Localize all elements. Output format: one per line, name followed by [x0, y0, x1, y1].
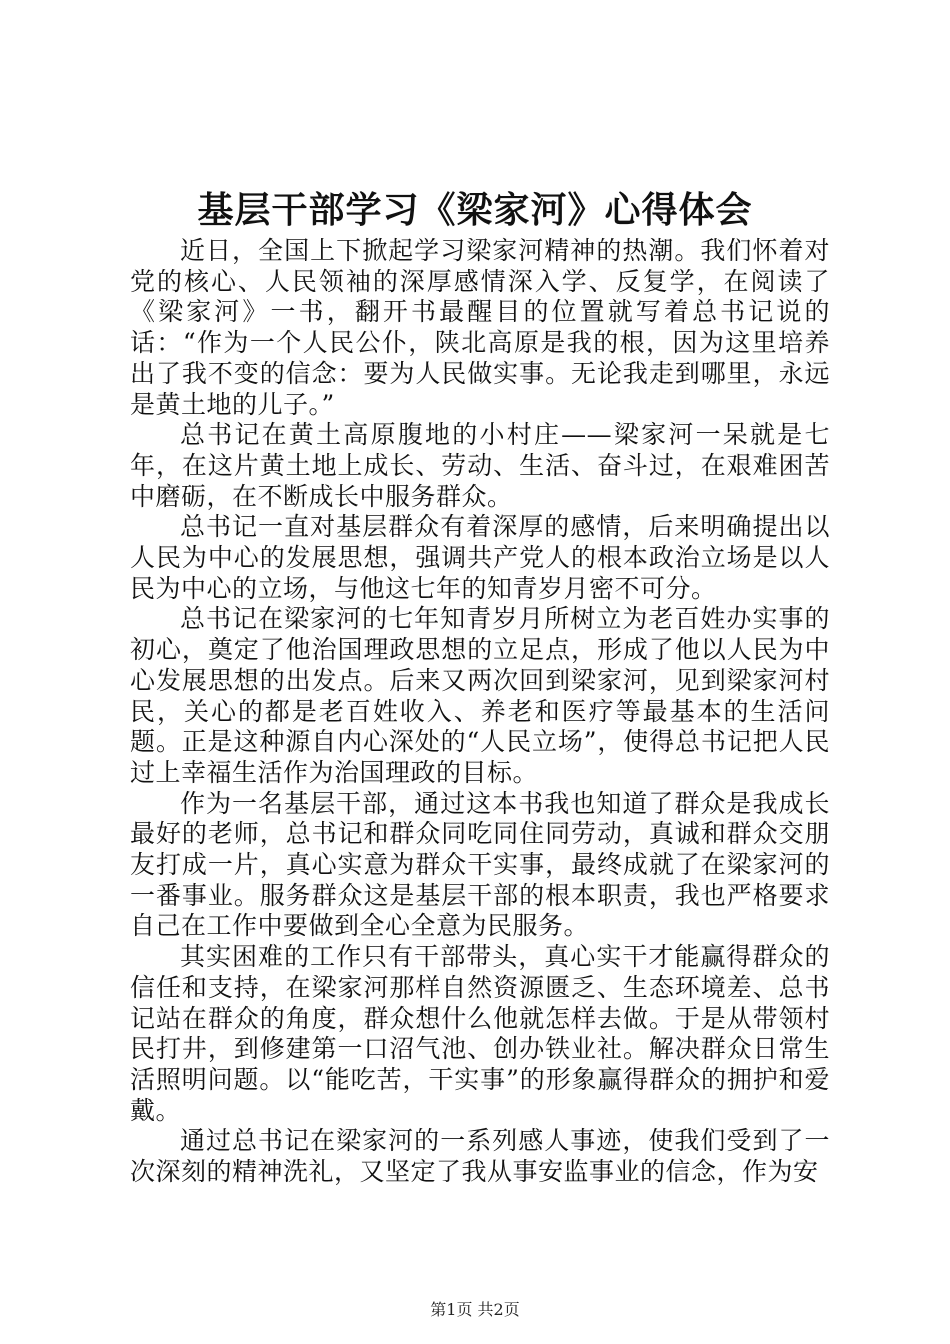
paragraph: 近日，全国上下掀起学习梁家河精神的热潮。我们怀着对党的核心、人民领袖的深厚感情深入学、反复学，在阅读了《梁家河》一书，翻开书最醒目的位置就写着总书记说的话：“作为一个人民公仆，陕北高原是我的根，因为这里培养出了我不变的信念：要为人民做实事。无论我走到哪里，永远是黄土地的儿子。”	[130, 236, 830, 419]
paragraph: 作为一名基层干部，通过这本书我也知道了群众是我成长最好的老师，总书记和群众同吃同住同劳动，真诚和群众交朋友打成一片，真心实意为群众干实事，最终成就了在梁家河的一番事业。服务群众这是基层干部的根本职责，我也严格要求自己在工作中要做到全心全意为民服务。	[130, 788, 830, 941]
paragraph: 其实困难的工作只有干部带头，真心实干才能赢得群众的信任和支持，在梁家河那样自然资源匮乏、生态环境差、总书记站在群众的角度，群众想什么他就怎样去做。于是从带领村民打井，到修建第一口沼气池、创办铁业社。解决群众日常生活照明问题。以“能吃苦，干实事”的形象赢得群众的拥护和爱戴。	[130, 942, 830, 1125]
paragraph: 总书记在梁家河的七年知青岁月所树立为老百姓办实事的初心，奠定了他治国理政思想的立足点，形成了他以人民为中心发展思想的出发点。后来又两次回到梁家河，见到梁家河村民，关心的都是老百姓收入、养老和医疗等最基本的生活问题。正是这种源自内心深处的“人民立场”，使得总书记把人民过上幸福生活作为治国理政的目标。	[130, 604, 830, 787]
document-title: 基层干部学习《梁家河》心得体会	[197, 189, 753, 231]
page-number-footer: 第1页 共2页	[430, 1300, 520, 1319]
document-body	[130, 236, 830, 1188]
paragraph: 总书记在黄土高原腹地的小村庄——梁家河一呆就是七年，在这片黄土地上成长、劳动、生活、奋斗过，在艰难困苦中磨砺，在不断成长中服务群众。	[130, 420, 830, 511]
paragraph: 总书记一直对基层群众有着深厚的感情，后来明确提出以人民为中心的发展思想，强调共产党人的根本政治立场是以人民为中心的立场，与他这七年的知青岁月密不可分。	[130, 512, 830, 603]
paragraph: 通过总书记在梁家河的一系列感人事迹，使我们受到了一次深刻的精神洗礼，又坚定了我从事安监事业的信念，作为安	[130, 1126, 830, 1187]
